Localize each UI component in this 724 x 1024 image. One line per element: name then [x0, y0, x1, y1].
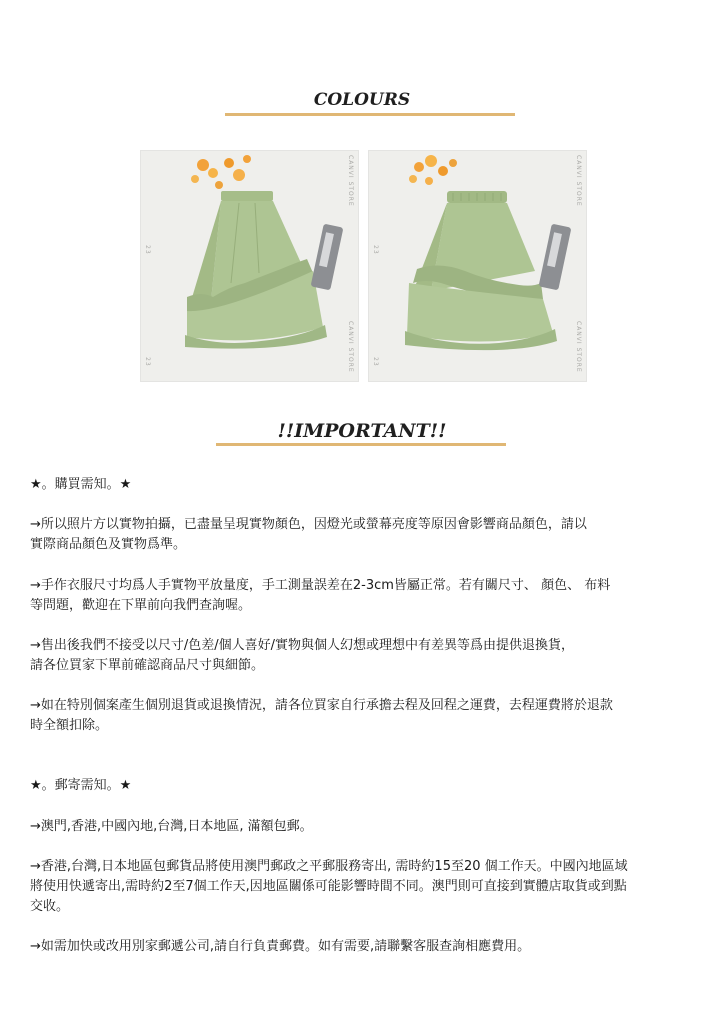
photo-side-number-bottom: 23 [372, 357, 379, 367]
purchase-note-1-line-2: 實際商品顏色及實物爲準。 [30, 537, 187, 552]
photo-side-label-bottom: CANVI STORE [575, 321, 582, 373]
purchase-note-3-line-2: 請各位買家下單前確認商品尺寸與細節。 [30, 658, 265, 673]
purchase-note-2-line-2: 等問題，歡迎在下單前向我們查詢喔。 [30, 598, 252, 613]
colours-heading: COLOURS [313, 90, 411, 110]
purchase-note-4-line-1: →如在特別個案產生個別退貨或退換情況，請各位買家自行承擔去程及回程之運費，去程運費將於退款 [30, 698, 613, 713]
skirt-illustration-fitted [141, 151, 358, 381]
shipping-note-2-line-2: 將使用快遞寄出,需時約2至7個工作天,因地區關係可能影響時間不同。澳門則可直接到實體店取貨或到點 [30, 879, 627, 894]
purchase-title: ★。購買需知。★ [30, 477, 132, 492]
purchase-note-1-line-1: →所以照片方以實物拍攝，已盡量呈現實物顏色，因燈光或螢幕亮度等原因會影響商品顏色，請以 [30, 517, 587, 532]
colours-underline [225, 113, 515, 116]
shipping-note-1-line-1: →澳門,香港,中國內地,台灣,日本地區, 滿額包郵。 [30, 819, 313, 834]
shipping-note-2-line-1: →香港,台灣,日本地區包郵貨品將使用澳門郵政之平郵服務寄出, 需時約15至20 個工作天。中國內地區域 [30, 859, 628, 874]
photo-side-label-bottom: CANVI STORE [347, 321, 354, 373]
shipping-title: ★。郵寄需知。★ [30, 778, 132, 793]
photo-side-label: CANVI STORE [575, 155, 582, 207]
photo-side-number: 23 [372, 245, 379, 255]
skirt-photo-fitted [140, 150, 359, 382]
skirt-illustration-elastic [369, 151, 586, 381]
shipping-note-3-line-1: →如需加快或改用別家郵遞公司,請自行負責郵費。如有需要,請聯繫客服查詢相應費用。 [30, 939, 531, 954]
shipping-note-2-line-3: 交收。 [30, 899, 70, 914]
purchase-note-2-line-1: →手作衣服尺寸均爲人手實物平放量度，手工測量誤差在2-3cm皆屬正常。若有關尺寸、 顏色、 布料 [30, 578, 611, 593]
important-underline [216, 443, 506, 446]
photo-side-number-bottom: 23 [144, 357, 151, 367]
photo-side-number: 23 [144, 245, 151, 255]
purchase-note-3-line-1: →售出後我們不接受以尺寸/色差/個人喜好/實物與個人幻想或理想中有差異等爲由提供退換貨， [30, 638, 575, 653]
skirt-photo-elastic [368, 150, 587, 382]
photo-side-label: CANVI STORE [347, 155, 354, 207]
purchase-note-4-line-2: 時全額扣除。 [30, 718, 109, 733]
important-heading: !!IMPORTANT!! [277, 420, 447, 442]
